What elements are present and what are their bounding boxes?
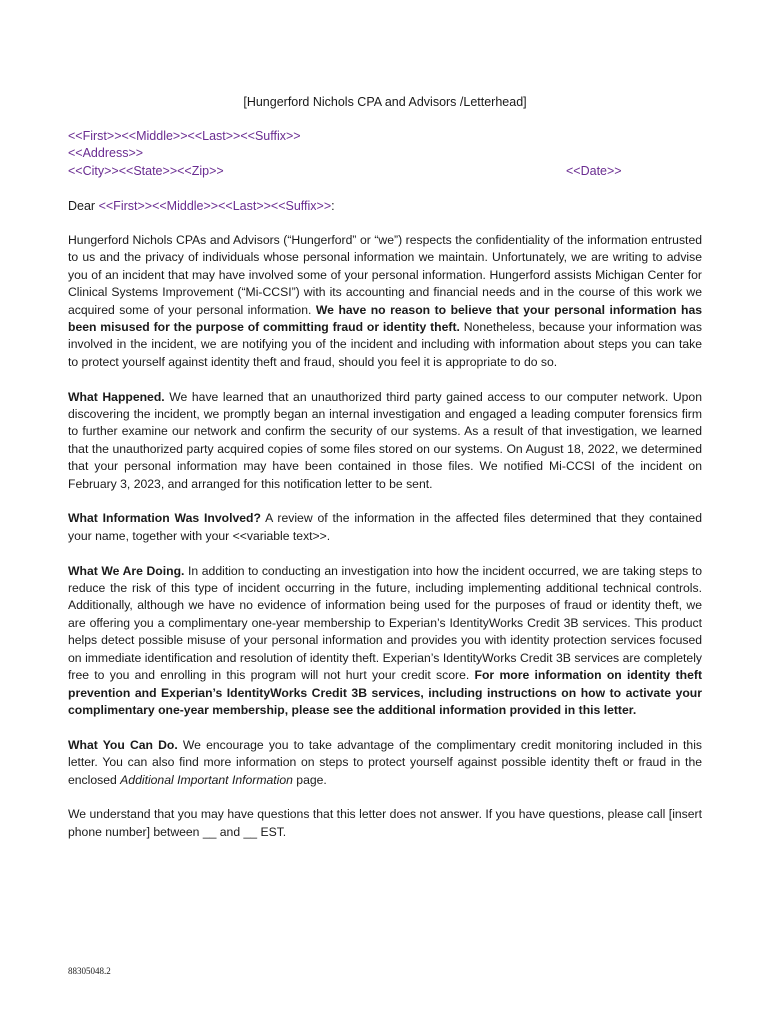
letter-date: <<Date>> [566, 163, 622, 178]
what-you-can-do-paragraph [68, 737, 702, 789]
what-info-text: A review of the information in the affected files determined that they contained your name, together with your <<variable text>>. [68, 511, 702, 543]
greeting-suffix: : [331, 199, 335, 213]
recipient-city: <<City>><<State>><<Zip>> [68, 163, 224, 178]
greeting-name: <<First>><<Middle>><<Last>><<Suffix>> [98, 199, 332, 213]
what-doing-text: In addition to conducting an investigation into how the incident occurred, we are taking steps to reduce the risk of this type of incident occurring in the future, including implementing additional technical controls. Additionally, although we have no evidence of information being used for the purposes of fraud or identity theft, we are offering you a complimentary one-year membership to Experian’s IdentityWorks Credit 3B services. This product helps detect possible misuse of your personal information and provides you with identity protection services focused on immediate identification and resolution of identity theft. Experian’s IdentityWorks Credit 3B services are completely free to you and enrolling in this program will not hurt your credit score. [68, 563, 703, 683]
what-doing-heading: What We Are Doing. [68, 563, 185, 578]
intro-paragraph [68, 232, 702, 371]
what-you-can-do-heading: What You Can Do. [68, 737, 178, 752]
what-you-can-do-italic: Additional Important Information [120, 772, 293, 787]
document-id: 88305048.2 [68, 966, 111, 976]
recipient-city-row [68, 163, 628, 180]
what-happened-text: We have learned that an unauthorized third party gained access to our computer network. Upon discovering the incident, we promptly began an internal investigation and engaged a leading computer forensics firm to further examine our network and confirm the security of our systems. As a result of that investigation, we learned that the unauthorized party acquired copies of some files stored on our systems. On August 18, 2022, we determined that your personal information may have been contained in those files. We notified Mi-CCSI of the incident on February 3, 2023, and arranged for this notification letter to be sent. [68, 389, 702, 491]
what-you-can-do-text-2: page. [292, 772, 327, 787]
what-doing-paragraph [68, 563, 702, 720]
recipient-name: <<First>><<Middle>><<Last>><<Suffix>> [68, 129, 301, 143]
recipient-address: <<Address>> [68, 146, 144, 161]
what-doing-bold-text: For more information on identity theft prevention and Experian’s IdentityWorks Credit 3B services, including instructions on how to activate your complimentary one-year membership, please see the additional information provided in this letter. [68, 668, 703, 717]
intro-bold-text: We have no reason to believe that your personal information has been misused for the purpose of committing fraud or identity theft. [68, 302, 702, 335]
intro-text-2: Nonetheless, because your information was involved in the incident, we are notifying you of the incident and including with information about steps you can take to protect yourself against identity theft and fraud, should you feel it is appropriate to do so. [68, 320, 702, 369]
recipient-block [68, 128, 628, 180]
greeting [68, 198, 335, 215]
what-info-heading: What Information Was Involved? [68, 511, 261, 526]
intro-text: Hungerford Nichols CPAs and Advisors (“Hungerford” or “we”) respects the confidentiality of the information entrusted to us and the privacy of individuals whose personal information we maintain. Unfortunately, we are writing to advise you of an incident that may have involved some of your personal information. Hungerford assists Michigan Center for Clinical Systems Improvement (“Mi-CCSI”) with its accounting and financial needs and in the course of this work we acquired some of your personal information. [68, 233, 702, 317]
letter-body [68, 232, 702, 859]
what-happened-paragraph [68, 389, 702, 493]
what-you-can-do-text: We encourage you to take advantage of the complimentary credit monitoring included in this letter. You can also find more information on steps to protect yourself against possible identity theft or fraud in the enclosed [68, 737, 702, 787]
closing-paragraph: We understand that you may have questions that this letter does not answer. If you have questions, please call [insert phone number] between __ and __ EST. [68, 807, 702, 839]
greeting-prefix: Dear [68, 199, 99, 213]
letterhead: [Hungerford Nichols CPA and Advisors /Letterhead] [243, 95, 527, 109]
what-happened-heading: What Happened. [68, 389, 165, 404]
what-info-paragraph [68, 510, 702, 545]
